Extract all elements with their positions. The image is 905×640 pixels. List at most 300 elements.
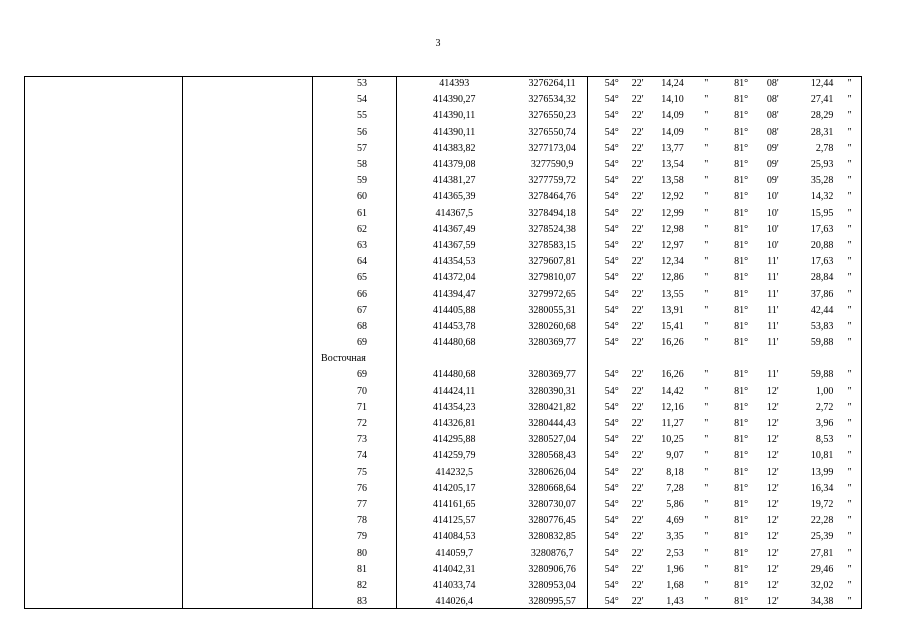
lon-degrees [725,141,758,157]
lon-seconds: 2,78 [815,142,834,154]
minute-symbol: ' [776,288,779,300]
minute-symbol: ' [776,159,779,171]
lat-minutes-value: 22 [631,466,642,478]
lat-seconds: 13,91 [661,304,684,316]
minute-symbol: ' [641,418,644,430]
blank-cell [186,416,319,432]
lat-degrees-value: 54 [604,369,615,381]
table-row [24,125,862,141]
lat-degrees [601,222,629,238]
degree-symbol: ° [614,531,619,543]
lat-degrees-value: 54 [604,531,615,543]
blank-cell [24,254,186,270]
coord-x: 414393 [439,78,470,90]
lon-minutes-value: 08 [766,126,777,138]
lat-minutes-value: 22 [631,288,642,300]
lon-degrees [725,238,758,254]
minute-symbol: ' [641,78,644,90]
minute-symbol: ' [641,272,644,284]
coord-x: 414480,68 [433,337,476,349]
minute-symbol: ' [776,207,779,219]
minute-symbol: ' [776,94,779,106]
lon-minutes-value: 09 [766,142,777,154]
lon-degrees [725,157,758,173]
lon-seconds: 37,86 [810,288,834,300]
lat-degrees-value: 54 [604,466,615,478]
seconds-symbol: " [847,498,852,510]
minute-symbol: ' [641,207,644,219]
lon-degrees-value: 81 [734,563,745,575]
lat-minutes [628,545,646,561]
lat-seconds: 5,86 [666,498,684,510]
degree-symbol: ° [614,142,619,154]
lat-seconds: 4,69 [666,515,684,527]
degree-symbol: ° [744,223,749,235]
table-row [24,562,862,578]
blank-cell [186,141,319,157]
table-row [24,173,862,189]
degree-symbol: ° [744,191,749,203]
lat-degrees [601,125,629,141]
lat-minutes [628,432,646,448]
minute-symbol: ' [641,288,644,300]
minute-symbol: ' [776,596,779,608]
lat-seconds: 12,97 [661,239,684,251]
lat-seconds: 12,86 [661,272,684,284]
blank-cell [186,513,319,529]
lon-degrees [725,319,758,335]
lat-seconds: 13,54 [661,159,684,171]
lat-degrees [601,578,629,594]
lon-degrees-value: 81 [734,482,745,494]
point-number: 69 [357,337,368,349]
lat-seconds: 12,99 [661,207,684,219]
lon-degrees-value: 81 [734,94,745,106]
minute-symbol: ' [776,175,779,187]
degree-symbol: ° [744,142,749,154]
coord-y: 3276534,32 [528,94,576,106]
lat-degrees-value: 54 [604,418,615,430]
seconds-symbol: " [704,207,709,219]
lon-minutes-value: 09 [766,159,777,171]
blank-cell [601,351,629,367]
lon-minutes [757,270,788,286]
blank-cell [186,92,319,108]
lon-minutes [757,465,788,481]
lon-degrees [725,254,758,270]
blank-cell [24,189,186,205]
blank-cell [186,432,319,448]
blank-cell [24,513,186,529]
seconds-symbol: " [704,515,709,527]
coord-y: 3280369,77 [528,337,576,349]
lon-seconds: 27,41 [810,94,834,106]
lon-seconds: 32,02 [810,579,834,591]
lat-minutes-value: 22 [631,515,642,527]
lat-minutes-value: 22 [631,385,642,397]
blank-cell [186,481,319,497]
lon-minutes [757,286,788,302]
coord-x: 414367,5 [435,207,473,219]
lat-degrees-value: 54 [604,482,615,494]
point-number: 59 [357,175,368,187]
lon-minutes-value: 09 [766,175,777,187]
seconds-symbol: " [704,110,709,122]
lon-seconds: 28,29 [810,110,834,122]
minute-symbol: ' [776,304,779,316]
table-row [24,545,862,561]
degree-symbol: ° [744,126,749,138]
lat-degrees-value: 54 [604,256,615,268]
lon-seconds: 17,63 [810,256,834,268]
degree-symbol: ° [614,482,619,494]
lon-degrees [725,76,758,92]
lat-minutes-value: 22 [631,579,642,591]
coord-x: 414033,74 [433,579,476,591]
lon-degrees [725,529,758,545]
lon-degrees-value: 81 [734,450,745,462]
lon-degrees-value: 81 [734,159,745,171]
degree-symbol: ° [744,515,749,527]
seconds-symbol: " [704,223,709,235]
lat-seconds: 9,07 [666,450,684,462]
lon-degrees-value: 81 [734,110,745,122]
lat-degrees [601,384,629,400]
lat-minutes [628,529,646,545]
seconds-symbol: " [704,288,709,300]
coord-x: 414259,79 [433,450,476,462]
section-label: Восточная [321,353,366,365]
blank-cell [186,270,319,286]
blank-cell [24,351,186,367]
minute-symbol: ' [641,94,644,106]
minute-symbol: ' [641,369,644,381]
minute-symbol: ' [776,579,779,591]
degree-symbol: ° [744,320,749,332]
seconds-symbol: " [847,401,852,413]
lat-degrees [601,529,629,545]
lon-seconds: 28,84 [810,272,834,284]
table-row [24,384,862,400]
minute-symbol: ' [641,126,644,138]
point-number: 66 [357,288,368,300]
point-number: 58 [357,159,368,171]
blank-cell [186,335,319,351]
lon-degrees-value: 81 [734,418,745,430]
lat-degrees [601,562,629,578]
lat-minutes [628,416,646,432]
coord-x: 414205,17 [433,482,476,494]
table-row [24,222,862,238]
lat-minutes [628,384,646,400]
lon-degrees-value: 81 [734,515,745,527]
lat-minutes [628,465,646,481]
lat-seconds: 8,18 [666,466,684,478]
seconds-symbol: " [704,531,709,543]
blank-cell [24,384,186,400]
coord-y: 3279607,81 [528,256,576,268]
lon-minutes [757,497,788,513]
column-divider [396,76,397,609]
lon-degrees [725,222,758,238]
seconds-symbol: " [847,563,852,575]
minute-symbol: ' [641,142,644,154]
lon-minutes-value: 12 [766,434,777,446]
coord-y: 3280626,04 [528,466,576,478]
lat-degrees-value: 54 [604,579,615,591]
degree-symbol: ° [744,385,749,397]
lon-minutes-value: 10 [766,191,777,203]
minute-symbol: ' [776,320,779,332]
lon-degrees [725,189,758,205]
lon-degrees [725,545,758,561]
lon-minutes-value: 11 [767,337,777,349]
point-number: 71 [357,401,368,413]
lat-minutes-value: 22 [631,191,642,203]
coord-x: 414390,27 [433,94,476,106]
blank-cell [24,545,186,561]
lat-degrees-value: 54 [604,337,615,349]
lat-minutes [628,173,646,189]
coord-y: 3279810,07 [528,272,576,284]
minute-symbol: ' [641,401,644,413]
blank-cell [186,173,319,189]
degree-symbol: ° [614,401,619,413]
coord-x: 414232,5 [435,466,473,478]
minute-symbol: ' [776,547,779,559]
point-number: 63 [357,239,368,251]
blank-cell [24,157,186,173]
lon-degrees [725,286,758,302]
lat-minutes-value: 22 [631,304,642,316]
degree-symbol: ° [744,466,749,478]
point-number: 54 [357,94,368,106]
table-row [24,108,862,124]
blank-cell [186,351,319,367]
degree-symbol: ° [744,175,749,187]
lon-minutes [757,206,788,222]
lon-seconds: 53,83 [810,320,834,332]
lon-minutes-value: 12 [766,466,777,478]
lon-degrees [725,270,758,286]
blank-cell [757,351,788,367]
coord-y: 3280953,04 [528,579,576,591]
seconds-symbol: " [847,450,852,462]
minute-symbol: ' [776,515,779,527]
lat-minutes-value: 22 [631,94,642,106]
seconds-symbol: " [704,563,709,575]
coord-y: 3278464,76 [528,191,576,203]
lat-minutes [628,513,646,529]
column-divider [312,76,313,609]
lon-minutes [757,384,788,400]
lat-degrees-value: 54 [604,94,615,106]
seconds-symbol: " [847,466,852,478]
lat-minutes-value: 22 [631,142,642,154]
point-number: 72 [357,418,368,430]
lat-seconds: 14,09 [661,126,684,138]
lat-minutes [628,157,646,173]
degree-symbol: ° [614,239,619,251]
seconds-symbol: " [847,320,852,332]
lon-degrees [725,432,758,448]
table-row [24,141,862,157]
lon-seconds: 22,28 [810,515,834,527]
blank-cell [186,497,319,513]
lat-minutes-value: 22 [631,320,642,332]
lon-minutes-value: 12 [766,515,777,527]
lon-minutes-value: 11 [767,256,777,268]
degree-symbol: ° [614,110,619,122]
lon-minutes-value: 12 [766,418,777,430]
seconds-symbol: " [847,175,852,187]
lon-degrees [725,206,758,222]
lat-seconds: 7,28 [666,482,684,494]
seconds-symbol: " [847,272,852,284]
minute-symbol: ' [776,482,779,494]
degree-symbol: ° [744,563,749,575]
minute-symbol: ' [776,369,779,381]
degree-symbol: ° [744,531,749,543]
coord-y: 3280832,85 [528,531,576,543]
lat-degrees [601,497,629,513]
coord-x: 414372,04 [433,272,476,284]
coord-y: 3280527,04 [528,434,576,446]
lon-degrees [725,303,758,319]
point-number: 57 [357,142,368,154]
blank-cell [24,578,186,594]
lat-degrees [601,141,629,157]
lon-seconds: 10,81 [810,450,834,462]
blank-cell [186,125,319,141]
degree-symbol: ° [744,304,749,316]
point-number: 65 [357,272,368,284]
coord-y: 3280906,76 [528,563,576,575]
blank-cell [186,189,319,205]
blank-cell [24,173,186,189]
coordinates-table [24,76,862,610]
lat-degrees [601,367,629,383]
lon-seconds: 16,34 [810,482,834,494]
lon-seconds: 34,38 [810,596,834,608]
lat-degrees-value: 54 [604,547,615,559]
minute-symbol: ' [776,450,779,462]
lat-minutes-value: 22 [631,434,642,446]
degree-symbol: ° [614,78,619,90]
coord-x: 414453,78 [433,320,476,332]
seconds-symbol: " [847,142,852,154]
minute-symbol: ' [641,385,644,397]
lon-minutes-value: 10 [766,207,777,219]
coord-x: 414059,7 [435,547,473,559]
blank-cell [24,335,186,351]
minute-symbol: ' [641,110,644,122]
seconds-symbol: " [704,385,709,397]
degree-symbol: ° [744,401,749,413]
table-row [24,465,862,481]
lon-minutes [757,189,788,205]
coord-y: 3280668,64 [528,482,576,494]
blank-cell [24,481,186,497]
lon-minutes [757,108,788,124]
lon-seconds: 29,46 [810,563,834,575]
degree-symbol: ° [614,126,619,138]
lon-degrees-value: 81 [734,175,745,187]
minute-symbol: ' [641,175,644,187]
lon-minutes [757,157,788,173]
lon-seconds: 2,72 [815,401,834,413]
lon-degrees [725,173,758,189]
lon-degrees [725,335,758,351]
coord-y: 3280876,7 [530,547,574,559]
degree-symbol: ° [744,337,749,349]
lat-degrees [601,157,629,173]
blank-cell [186,400,319,416]
blank-cell [186,303,319,319]
degree-symbol: ° [614,498,619,510]
coord-y: 3280260,68 [528,320,576,332]
table-row [24,432,862,448]
lon-seconds: 59,88 [810,337,834,349]
lon-minutes-value: 11 [767,304,777,316]
coord-y: 3278494,18 [528,207,576,219]
point-number: 56 [357,126,368,138]
point-number: 55 [357,110,368,122]
degree-symbol: ° [744,418,749,430]
degree-symbol: ° [614,418,619,430]
lat-degrees-value: 54 [604,126,615,138]
degree-symbol: ° [614,159,619,171]
point-number: 64 [357,256,368,268]
blank-cell [688,351,725,367]
lon-minutes-value: 12 [766,450,777,462]
lon-seconds: 25,93 [810,159,834,171]
lon-seconds: 20,88 [810,239,834,251]
point-number: 67 [357,304,368,316]
degree-symbol: ° [744,369,749,381]
lat-minutes [628,92,646,108]
blank-cell [788,351,837,367]
lat-seconds: 16,26 [661,369,684,381]
lon-seconds: 14,32 [810,191,834,203]
lat-minutes [628,335,646,351]
lon-seconds: 35,28 [810,175,834,187]
lat-minutes-value: 22 [631,547,642,559]
lon-degrees-value: 81 [734,126,745,138]
blank-cell [24,562,186,578]
coord-y: 3276550,74 [528,126,576,138]
table-row [24,238,862,254]
blank-cell [186,465,319,481]
column-divider [182,76,183,609]
point-number: 70 [357,385,368,397]
lat-minutes-value: 22 [631,223,642,235]
lat-minutes-value: 22 [631,272,642,284]
minute-symbol: ' [776,418,779,430]
lat-minutes-value: 22 [631,401,642,413]
lat-minutes-value: 22 [631,482,642,494]
lon-minutes-value: 08 [766,110,777,122]
lat-seconds: 13,58 [661,175,684,187]
coord-y: 3277590,9 [530,159,574,171]
lon-seconds: 19,72 [810,498,834,510]
blank-cell [24,303,186,319]
seconds-symbol: " [704,320,709,332]
page-number: 3 [435,38,441,49]
seconds-symbol: " [704,272,709,284]
lon-seconds: 28,31 [810,126,834,138]
minute-symbol: ' [776,191,779,203]
